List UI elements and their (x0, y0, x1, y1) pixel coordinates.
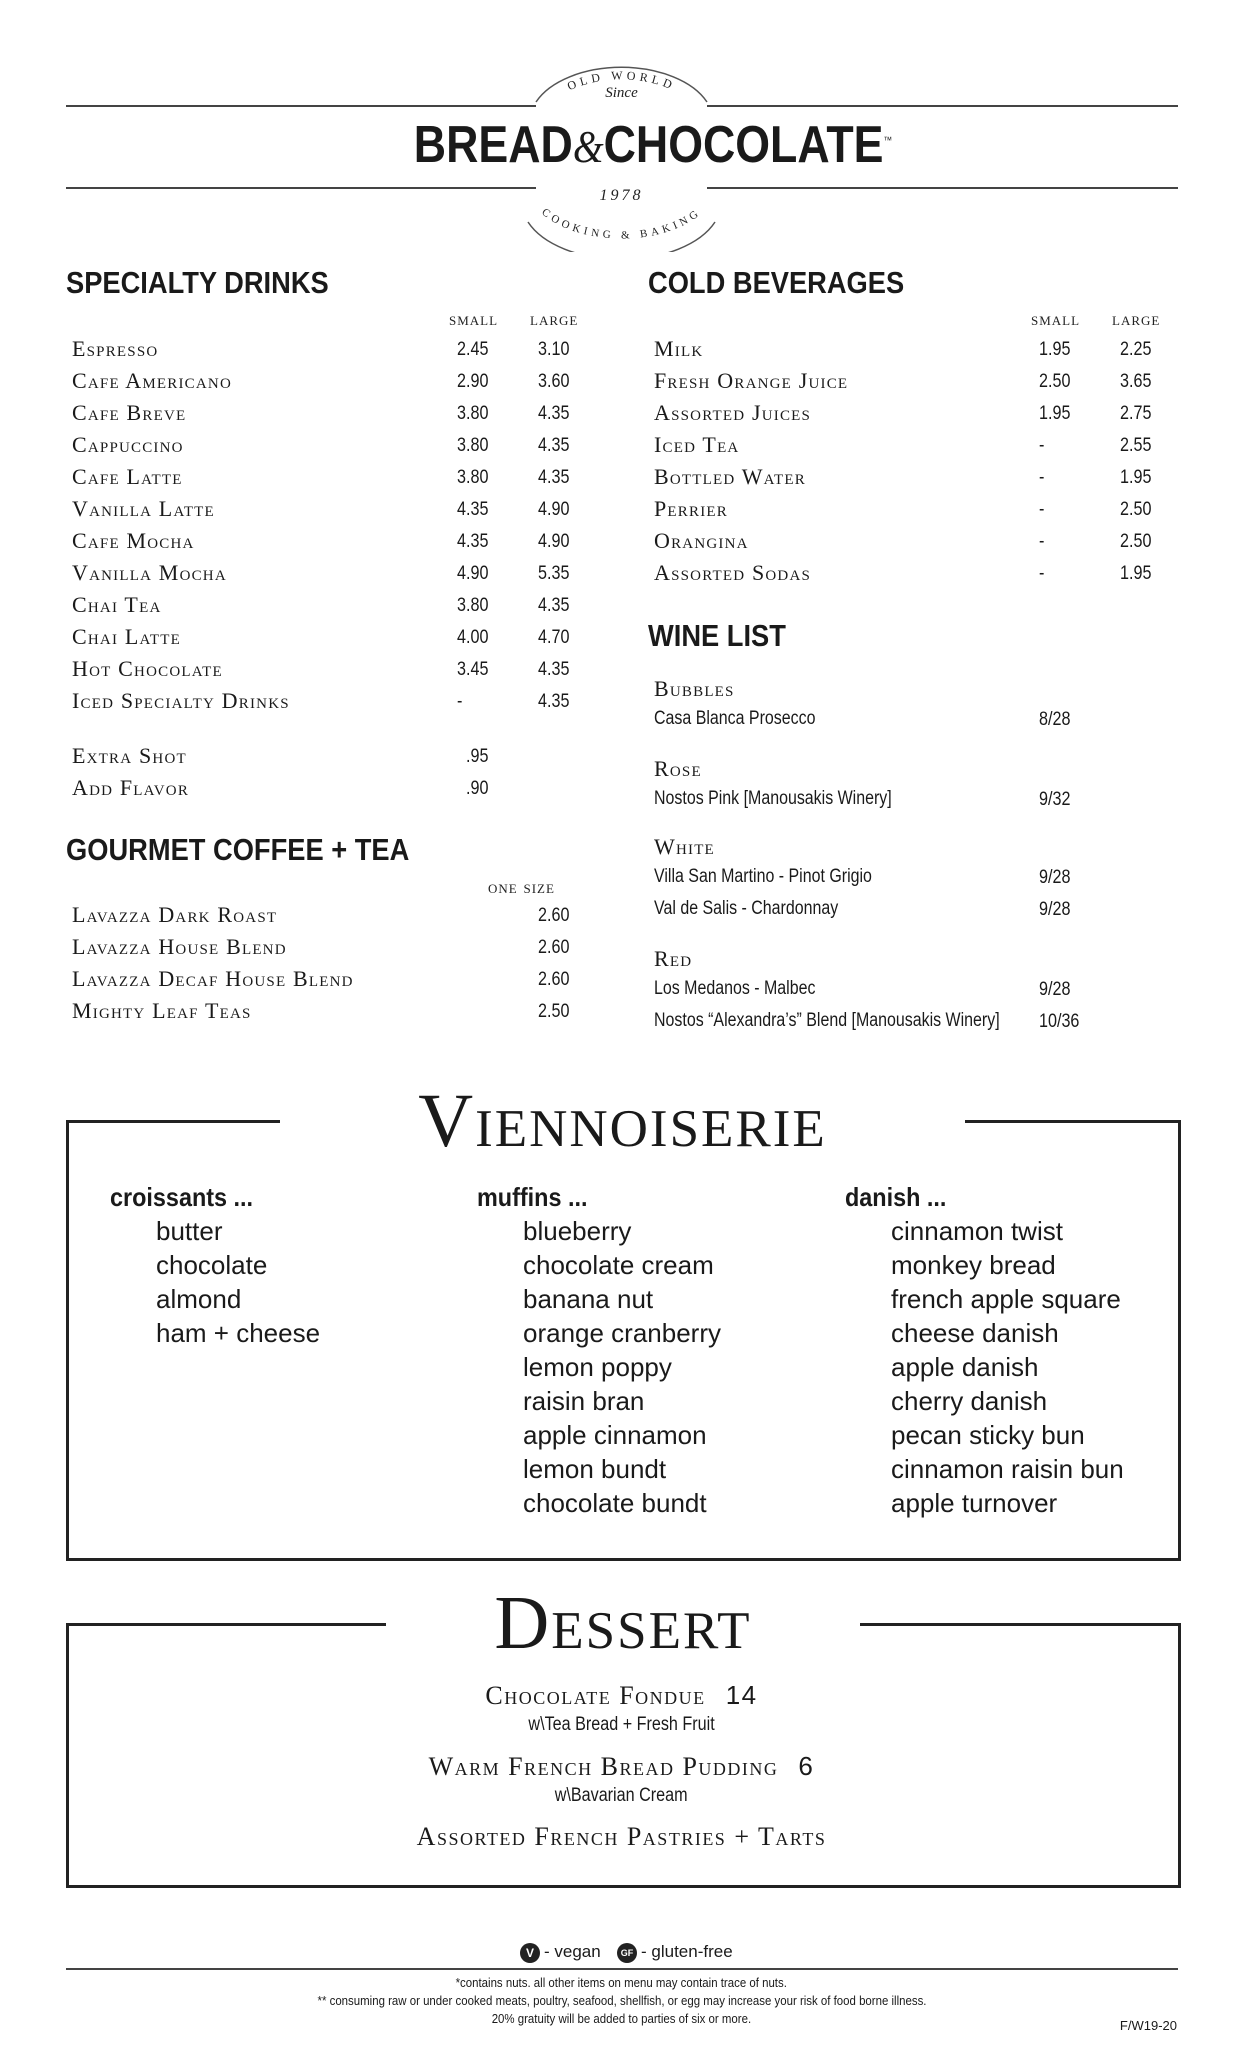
specialty-item-large-price: 4.90 (538, 531, 570, 552)
specialty-item-large-price: 4.35 (538, 691, 570, 712)
wine-item-price: 9/28 (1039, 867, 1071, 888)
logo-word-chocolate: CHOCOLATE (603, 116, 884, 174)
cold-item-large-price: 3.65 (1120, 371, 1152, 392)
logo-trademark: ™ (883, 135, 893, 147)
wine-item-price: 9/28 (1039, 899, 1071, 920)
extra-item-name: Extra Shot (72, 743, 187, 768)
dessert-item-subtitle: w\Tea Bread + Fresh Fruit (528, 1714, 715, 1735)
dessert-title: Dessert (494, 1581, 752, 1665)
gourmet-col-one-size: one size (488, 877, 555, 898)
header-rule-right (707, 105, 1178, 107)
logo-since: Since (605, 85, 638, 101)
cold-item-small-price: - (1039, 435, 1045, 456)
cold-item-name: Assorted Sodas (654, 560, 812, 585)
header-rule-left (66, 105, 536, 107)
cold-col-large: large (1112, 309, 1161, 330)
specialty-item-large-price: 4.70 (538, 627, 570, 648)
dessert-item-subtitle: w\Bavarian Cream (555, 1785, 688, 1806)
legend-gluten-free (617, 1942, 733, 1963)
pastry-item: blueberry (523, 1216, 632, 1246)
dessert-item-name: Assorted French Pastries + Tarts (416, 1822, 827, 1851)
dessert-item (0, 1822, 1243, 1852)
gourmet-item-price: 2.60 (538, 905, 570, 926)
pastry-item: chocolate (156, 1250, 268, 1280)
logo-bottom-arc-text: COOKING & BAKING (539, 206, 704, 242)
specialty-item-name: Iced Specialty Drinks (72, 688, 290, 713)
specialty-item-large-price: 4.35 (538, 435, 570, 456)
cold-item-small-price: - (1039, 499, 1045, 520)
specialty-item-name: Cafe Americano (72, 368, 232, 393)
gourmet-item-price: 2.60 (538, 969, 570, 990)
cold-item-large-price: 1.95 (1120, 467, 1152, 488)
cold-item-name: Assorted Juices (654, 400, 812, 425)
dessert-item (0, 1680, 1243, 1711)
specialty-item-large-price: 5.35 (538, 563, 570, 584)
specialty-item-large-price: 4.35 (538, 659, 570, 680)
gourmet-item-name: Mighty Leaf Teas (72, 998, 252, 1023)
footer-nuts-note: *contains nuts. all other items on menu may contain trace of nuts. (455, 1975, 788, 1990)
specialty-drinks-title: SPECIALTY DRINKS (66, 265, 329, 300)
pastry-item: apple turnover (891, 1488, 1058, 1518)
specialty-item-large-price: 4.35 (538, 595, 570, 616)
extra-item-name: Add Flavor (72, 775, 190, 800)
gourmet-item-price: 2.50 (538, 1001, 570, 1022)
cold-item-large-price: 2.50 (1120, 499, 1152, 520)
cold-item-large-price: 2.25 (1120, 339, 1152, 360)
specialty-item-small-price: 3.80 (457, 595, 489, 616)
logo-wordmark (413, 115, 893, 175)
wine-item-name: Los Medanos - Malbec (654, 978, 816, 999)
dessert-item-price: 6 (798, 1751, 815, 1781)
specialty-item-name: Vanilla Latte (72, 496, 215, 521)
logo-word-bread: BREAD (413, 116, 573, 174)
cold-item-large-price: 2.75 (1120, 403, 1152, 424)
cold-item-name: Milk (654, 336, 704, 361)
extra-item-price: .90 (466, 778, 489, 799)
svg-text:COOKING & BAKING (539, 206, 703, 242)
extra-item-price: .95 (466, 746, 489, 767)
cold-item-large-price: 2.55 (1120, 435, 1152, 456)
specialty-item-name: Chai Tea (72, 592, 162, 617)
pastry-item: monkey bread (891, 1250, 1056, 1280)
footer-raw-food-note: ** consuming raw or under cooked meats, poultry, seafood, shellfish, or egg may increase your risk of food borne illness. (317, 1993, 926, 2008)
cold-item-small-price: - (1039, 563, 1045, 584)
wine-category: White (654, 834, 715, 859)
viennoiserie-title: Viennoiserie (418, 1079, 827, 1163)
specialty-item-small-price: 4.00 (457, 627, 489, 648)
wine-item-price: 8/28 (1039, 709, 1071, 730)
specialty-item-small-price: 3.80 (457, 467, 489, 488)
pastry-item: cherry danish (891, 1386, 1048, 1416)
cold-item-name: Bottled Water (654, 464, 806, 489)
wine-item-name: Nostos Pink [Manousakis Winery] (654, 788, 892, 809)
pastry-column-heading: muffins ... (477, 1182, 588, 1212)
pastry-column-heading: croissants ... (110, 1182, 254, 1212)
specialty-item-name: Hot Chocolate (72, 656, 223, 681)
gluten-free-icon: GF (617, 1943, 637, 1963)
specialty-item-name: Chai Latte (72, 624, 181, 649)
dessert-item (0, 1751, 1243, 1782)
cold-item-name: Orangina (654, 528, 749, 553)
cold-item-small-price: - (1039, 531, 1045, 552)
specialty-col-large: large (530, 309, 579, 330)
gourmet-item-name: Lavazza Decaf House Blend (72, 966, 354, 991)
specialty-item-small-price: 4.35 (457, 531, 489, 552)
pastry-item: apple danish (891, 1352, 1039, 1382)
wine-item-price: 10/36 (1039, 1011, 1080, 1032)
pastry-item: raisin bran (523, 1386, 645, 1416)
pastry-item: cinnamon twist (891, 1216, 1063, 1246)
specialty-item-large-price: 4.90 (538, 499, 570, 520)
specialty-item-small-price: 2.45 (457, 339, 489, 360)
wine-item-name: Villa San Martino - Pinot Grigio (654, 866, 872, 887)
legend-vegan (520, 1942, 601, 1963)
pastry-item: banana nut (523, 1284, 654, 1314)
specialty-item-small-price: 4.90 (457, 563, 489, 584)
dessert-item-name: Chocolate Fondue (485, 1681, 706, 1710)
specialty-item-name: Cafe Latte (72, 464, 183, 489)
specialty-item-large-price: 3.60 (538, 371, 570, 392)
wine-item-price: 9/32 (1039, 789, 1071, 810)
legend-gf-label: - gluten-free (641, 1942, 733, 1961)
dessert-item-name: Warm French Bread Pudding (428, 1752, 779, 1781)
specialty-item-name: Vanilla Mocha (72, 560, 227, 585)
pastry-item: cheese danish (891, 1318, 1059, 1348)
gourmet-item-price: 2.60 (538, 937, 570, 958)
header-rule-bottom-right (707, 187, 1178, 189)
cold-item-name: Fresh Orange Juice (654, 368, 849, 393)
cold-item-name: Iced Tea (654, 432, 740, 457)
wine-list-title: WINE LIST (648, 618, 786, 653)
specialty-item-small-price: 4.35 (457, 499, 489, 520)
wine-item-price: 9/28 (1039, 979, 1071, 1000)
pastry-item: lemon bundt (523, 1454, 667, 1484)
cold-item-large-price: 1.95 (1120, 563, 1152, 584)
specialty-item-name: Cappuccino (72, 432, 184, 457)
cold-item-small-price: 1.95 (1039, 403, 1071, 424)
cold-beverages-title: COLD BEVERAGES (648, 265, 905, 300)
footer-rule (66, 1968, 1178, 1970)
pastry-item: chocolate bundt (523, 1488, 707, 1518)
specialty-item-small-price: - (457, 691, 463, 712)
pastry-item: chocolate cream (523, 1250, 714, 1280)
wine-category: Red (654, 946, 693, 971)
pastry-item: cinnamon raisin bun (891, 1454, 1124, 1484)
cold-col-small: small (1031, 309, 1081, 330)
specialty-item-large-price: 4.35 (538, 467, 570, 488)
cold-item-small-price: 2.50 (1039, 371, 1071, 392)
specialty-item-small-price: 3.80 (457, 403, 489, 424)
legend-vegan-label: - vegan (544, 1942, 601, 1961)
wine-category: Rose (654, 756, 702, 781)
pastry-item: ham + cheese (156, 1318, 321, 1348)
specialty-item-small-price: 2.90 (457, 371, 489, 392)
logo-ampersand: & (572, 121, 604, 172)
specialty-item-name: Espresso (72, 336, 159, 361)
pastry-item: orange cranberry (523, 1318, 721, 1348)
dessert-item-price: 14 (725, 1680, 758, 1710)
gourmet-item-name: Lavazza Dark Roast (72, 902, 278, 927)
pastry-item: pecan sticky bun (891, 1420, 1085, 1450)
specialty-item-name: Cafe Mocha (72, 528, 195, 553)
pastry-item: french apple square (891, 1284, 1121, 1314)
specialty-item-large-price: 3.10 (538, 339, 570, 360)
specialty-item-large-price: 4.35 (538, 403, 570, 424)
header-rule-bottom-left (66, 187, 536, 189)
wine-category: Bubbles (654, 676, 735, 701)
wine-item-name: Casa Blanca Prosecco (654, 708, 816, 729)
vegan-icon: V (520, 1943, 540, 1963)
footer-gratuity-note: 20% gratuity will be added to parties of six or more. (491, 2011, 752, 2026)
pastry-item: apple cinnamon (523, 1420, 707, 1450)
cold-item-name: Perrier (654, 496, 728, 521)
pastry-item: butter (156, 1216, 223, 1246)
specialty-item-small-price: 3.45 (457, 659, 489, 680)
cold-item-large-price: 2.50 (1120, 531, 1152, 552)
menu-code: F/W19-20 (1119, 2018, 1177, 2033)
specialty-item-name: Cafe Breve (72, 400, 187, 425)
specialty-col-small: small (449, 309, 499, 330)
wine-item-name: Val de Salis - Chardonnay (654, 898, 839, 919)
cold-item-small-price: 1.95 (1039, 339, 1071, 360)
wine-item-name: Nostos “Alexandra’s” Blend [Manousakis Winery] (654, 1010, 1000, 1031)
pastry-column-heading: danish ... (845, 1182, 947, 1212)
pastry-item: almond (156, 1284, 242, 1314)
logo-year: 1978 (599, 187, 644, 204)
cold-item-small-price: - (1039, 467, 1045, 488)
logo-top-arc-text: OLD WORLD (565, 68, 678, 94)
gourmet-item-name: Lavazza House Blend (72, 934, 287, 959)
pastry-item: lemon poppy (523, 1352, 672, 1382)
specialty-item-small-price: 3.80 (457, 435, 489, 456)
gourmet-title: GOURMET COFFEE + TEA (66, 832, 410, 867)
